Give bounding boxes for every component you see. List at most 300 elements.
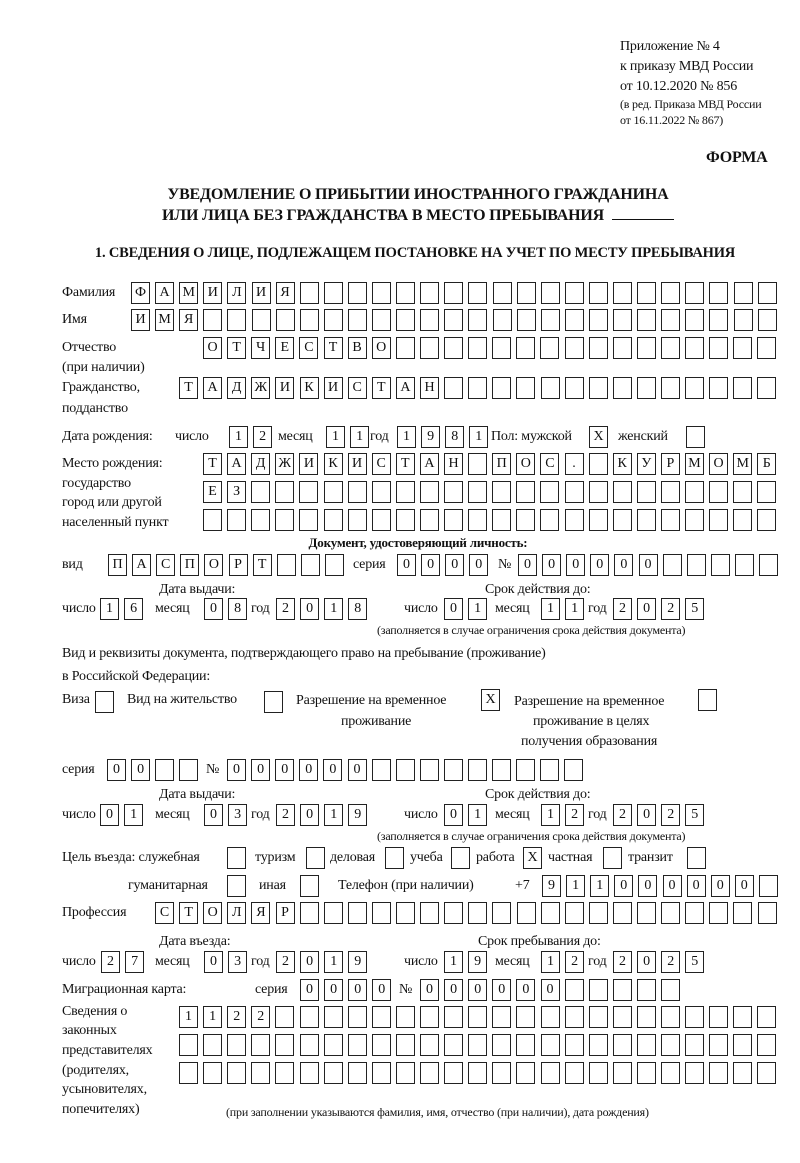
char-cell[interactable]: З [227, 481, 246, 503]
char-cell[interactable] [685, 377, 704, 399]
char-cell[interactable]: 0 [492, 979, 511, 1001]
char-cell[interactable] [468, 759, 487, 781]
char-cell[interactable]: М [155, 309, 174, 331]
char-cell[interactable]: А [420, 453, 439, 475]
char-cell[interactable] [589, 902, 608, 924]
char-cell[interactable]: И [131, 309, 150, 331]
char-cell[interactable] [468, 337, 487, 359]
char-cell[interactable]: 0 [542, 554, 561, 576]
char-cell[interactable]: 2 [276, 951, 295, 973]
char-cell[interactable] [420, 337, 439, 359]
char-cell[interactable]: Т [179, 377, 198, 399]
char-cell[interactable]: 0 [518, 554, 537, 576]
char-cell[interactable]: 3 [228, 951, 247, 973]
char-cell[interactable]: 2 [613, 951, 632, 973]
char-cell[interactable] [95, 691, 114, 713]
char-cell[interactable]: О [203, 902, 222, 924]
char-cell[interactable] [685, 902, 704, 924]
char-cell[interactable] [541, 1034, 560, 1056]
char-cell[interactable]: П [108, 554, 127, 576]
char-cell[interactable] [685, 282, 704, 304]
char-cell[interactable] [603, 847, 622, 869]
char-cell[interactable]: 2 [227, 1006, 246, 1028]
char-cell[interactable] [759, 554, 778, 576]
char-cell[interactable]: 1 [590, 875, 609, 897]
char-cell[interactable] [324, 1062, 343, 1084]
char-cell[interactable]: Т [372, 377, 391, 399]
char-cell[interactable] [661, 282, 680, 304]
char-cell[interactable] [565, 1006, 584, 1028]
char-cell[interactable]: 1 [444, 951, 463, 973]
char-cell[interactable]: 5 [685, 951, 704, 973]
char-cell[interactable]: М [685, 453, 704, 475]
char-cell[interactable]: У [637, 453, 656, 475]
char-cell[interactable]: 1 [541, 804, 560, 826]
char-cell[interactable] [759, 875, 778, 897]
char-cell[interactable]: К [613, 453, 632, 475]
char-cell[interactable]: 0 [324, 979, 343, 1001]
char-cell[interactable] [687, 554, 706, 576]
char-cell[interactable] [541, 377, 560, 399]
char-cell[interactable] [661, 1062, 680, 1084]
char-cell[interactable] [444, 902, 463, 924]
char-cell[interactable] [758, 282, 777, 304]
char-cell[interactable] [348, 282, 367, 304]
char-cell[interactable] [468, 481, 487, 503]
char-cell[interactable] [733, 377, 752, 399]
char-cell[interactable] [589, 282, 608, 304]
char-cell[interactable]: Т [396, 453, 415, 475]
char-cell[interactable] [251, 509, 270, 531]
char-cell[interactable]: Ж [251, 377, 270, 399]
char-cell[interactable] [589, 309, 608, 331]
char-cell[interactable] [516, 337, 535, 359]
char-cell[interactable] [565, 282, 584, 304]
char-cell[interactable]: 0 [663, 875, 682, 897]
char-cell[interactable] [709, 377, 728, 399]
char-cell[interactable] [565, 481, 584, 503]
char-cell[interactable] [541, 309, 560, 331]
char-cell[interactable] [661, 377, 680, 399]
char-cell[interactable] [324, 481, 343, 503]
char-cell[interactable] [516, 1034, 535, 1056]
char-cell[interactable]: Т [179, 902, 198, 924]
char-cell[interactable]: И [324, 377, 343, 399]
char-cell[interactable]: 1 [468, 804, 487, 826]
char-cell[interactable] [517, 282, 536, 304]
char-cell[interactable]: О [204, 554, 223, 576]
char-cell[interactable] [733, 1006, 752, 1028]
char-cell[interactable] [372, 759, 391, 781]
char-cell[interactable] [444, 309, 463, 331]
char-cell[interactable] [396, 1062, 415, 1084]
char-cell[interactable]: 2 [661, 951, 680, 973]
char-cell[interactable]: 2 [276, 598, 295, 620]
char-cell[interactable]: 0 [516, 979, 535, 1001]
char-cell[interactable] [685, 337, 704, 359]
char-cell[interactable] [613, 309, 632, 331]
char-cell[interactable]: И [275, 377, 294, 399]
char-cell[interactable]: 0 [614, 554, 633, 576]
char-cell[interactable]: М [179, 282, 198, 304]
char-cell[interactable] [709, 282, 728, 304]
char-cell[interactable]: Л [227, 902, 246, 924]
char-cell[interactable] [203, 309, 222, 331]
char-cell[interactable]: А [396, 377, 415, 399]
char-cell[interactable]: 1 [324, 598, 343, 620]
char-cell[interactable]: 0 [421, 554, 440, 576]
char-cell[interactable] [709, 309, 728, 331]
char-cell[interactable]: 0 [348, 759, 367, 781]
char-cell[interactable]: 2 [253, 426, 272, 448]
char-cell[interactable] [757, 509, 776, 531]
char-cell[interactable]: 6 [124, 598, 143, 620]
char-cell[interactable] [565, 377, 584, 399]
char-cell[interactable] [396, 481, 415, 503]
char-cell[interactable]: 0 [275, 759, 294, 781]
char-cell[interactable]: 1 [100, 598, 119, 620]
char-cell[interactable] [733, 337, 752, 359]
char-cell[interactable] [757, 337, 776, 359]
char-cell[interactable]: М [733, 453, 752, 475]
char-cell[interactable] [709, 1006, 728, 1028]
char-cell[interactable]: 1 [469, 426, 488, 448]
char-cell[interactable] [444, 337, 463, 359]
char-cell[interactable] [420, 902, 439, 924]
char-cell[interactable]: 1 [324, 804, 343, 826]
char-cell[interactable] [348, 1006, 367, 1028]
char-cell[interactable]: Ф [131, 282, 150, 304]
char-cell[interactable] [685, 309, 704, 331]
char-cell[interactable]: 0 [107, 759, 126, 781]
char-cell[interactable] [540, 337, 559, 359]
char-cell[interactable]: 0 [590, 554, 609, 576]
char-cell[interactable] [637, 979, 656, 1001]
char-cell[interactable] [517, 902, 536, 924]
char-cell[interactable] [492, 377, 511, 399]
char-cell[interactable] [227, 309, 246, 331]
char-cell[interactable] [396, 759, 415, 781]
char-cell[interactable] [468, 509, 487, 531]
char-cell[interactable] [179, 1034, 198, 1056]
char-cell[interactable] [637, 1062, 656, 1084]
char-cell[interactable] [757, 1006, 776, 1028]
char-cell[interactable] [420, 1034, 439, 1056]
char-cell[interactable] [613, 1062, 632, 1084]
char-cell[interactable] [661, 481, 680, 503]
char-cell[interactable]: 0 [300, 979, 319, 1001]
char-cell[interactable] [564, 759, 583, 781]
char-cell[interactable] [420, 481, 439, 503]
char-cell[interactable]: А [155, 282, 174, 304]
char-cell[interactable] [396, 282, 415, 304]
char-cell[interactable] [589, 377, 608, 399]
char-cell[interactable]: С [156, 554, 175, 576]
char-cell[interactable] [757, 1034, 776, 1056]
char-cell[interactable] [324, 282, 343, 304]
char-cell[interactable] [372, 509, 391, 531]
char-cell[interactable]: 1 [179, 1006, 198, 1028]
char-cell[interactable] [685, 1006, 704, 1028]
char-cell[interactable] [735, 554, 754, 576]
char-cell[interactable]: Р [661, 453, 680, 475]
char-cell[interactable] [565, 902, 584, 924]
char-cell[interactable]: Т [227, 337, 246, 359]
char-cell[interactable]: К [324, 453, 343, 475]
char-cell[interactable] [325, 554, 344, 576]
char-cell[interactable] [372, 309, 391, 331]
char-cell[interactable]: 1 [541, 598, 560, 620]
char-cell[interactable] [663, 554, 682, 576]
char-cell[interactable] [444, 282, 463, 304]
char-cell[interactable]: 2 [251, 1006, 270, 1028]
char-cell[interactable] [758, 309, 777, 331]
char-cell[interactable] [661, 902, 680, 924]
char-cell[interactable] [637, 1034, 656, 1056]
char-cell[interactable] [227, 875, 246, 897]
char-cell[interactable] [565, 1034, 584, 1056]
char-cell[interactable] [396, 309, 415, 331]
char-cell[interactable] [299, 509, 318, 531]
char-cell[interactable] [733, 509, 752, 531]
char-cell[interactable]: 0 [251, 759, 270, 781]
char-cell[interactable]: 0 [300, 951, 319, 973]
char-cell[interactable] [451, 847, 470, 869]
char-cell[interactable] [444, 759, 463, 781]
char-cell[interactable]: 7 [125, 951, 144, 973]
char-cell[interactable]: Т [203, 453, 222, 475]
char-cell[interactable]: Т [253, 554, 272, 576]
char-cell[interactable]: 0 [469, 554, 488, 576]
char-cell[interactable]: 9 [348, 804, 367, 826]
char-cell[interactable] [540, 759, 559, 781]
char-cell[interactable] [324, 509, 343, 531]
char-cell[interactable]: Ч [251, 337, 270, 359]
char-cell[interactable]: Я [179, 309, 198, 331]
char-cell[interactable]: 0 [204, 804, 223, 826]
char-cell[interactable] [251, 1062, 270, 1084]
char-cell[interactable] [492, 509, 511, 531]
char-cell[interactable] [324, 902, 343, 924]
char-cell[interactable]: Я [251, 902, 270, 924]
char-cell[interactable]: 0 [566, 554, 585, 576]
char-cell[interactable] [324, 309, 343, 331]
char-cell[interactable] [637, 309, 656, 331]
char-cell[interactable] [348, 309, 367, 331]
char-cell[interactable] [468, 1006, 487, 1028]
char-cell[interactable] [468, 902, 487, 924]
char-cell[interactable]: 0 [735, 875, 754, 897]
char-cell[interactable] [492, 1034, 511, 1056]
char-cell[interactable]: И [203, 282, 222, 304]
char-cell[interactable]: 8 [228, 598, 247, 620]
char-cell[interactable]: 0 [348, 979, 367, 1001]
char-cell[interactable] [589, 1062, 608, 1084]
char-cell[interactable] [300, 1034, 319, 1056]
char-cell[interactable] [277, 554, 296, 576]
char-cell[interactable]: 2 [565, 951, 584, 973]
char-cell[interactable] [516, 377, 535, 399]
char-cell[interactable] [444, 1006, 463, 1028]
char-cell[interactable]: А [132, 554, 151, 576]
char-cell[interactable]: 0 [323, 759, 342, 781]
char-cell[interactable] [306, 847, 325, 869]
char-cell[interactable] [492, 1006, 511, 1028]
char-cell[interactable] [758, 902, 777, 924]
char-cell[interactable]: 0 [639, 554, 658, 576]
char-cell[interactable] [565, 337, 584, 359]
char-cell[interactable]: 0 [444, 979, 463, 1001]
char-cell[interactable] [613, 979, 632, 1001]
char-cell[interactable] [420, 509, 439, 531]
char-cell[interactable] [589, 509, 608, 531]
char-cell[interactable]: 0 [204, 951, 223, 973]
char-cell[interactable] [637, 509, 656, 531]
char-cell[interactable]: Д [251, 453, 270, 475]
char-cell[interactable] [733, 902, 752, 924]
char-cell[interactable] [324, 1006, 343, 1028]
char-cell[interactable] [589, 1034, 608, 1056]
char-cell[interactable]: 2 [661, 598, 680, 620]
char-cell[interactable] [372, 1006, 391, 1028]
char-cell[interactable] [493, 309, 512, 331]
char-cell[interactable] [565, 1062, 584, 1084]
char-cell[interactable] [757, 1062, 776, 1084]
char-cell[interactable]: С [299, 337, 318, 359]
char-cell[interactable] [227, 1062, 246, 1084]
char-cell[interactable]: 0 [687, 875, 706, 897]
char-cell[interactable]: 9 [348, 951, 367, 973]
char-cell[interactable]: А [227, 453, 246, 475]
char-cell[interactable] [227, 1034, 246, 1056]
char-cell[interactable]: Р [276, 902, 295, 924]
char-cell[interactable] [468, 453, 487, 475]
char-cell[interactable] [709, 1034, 728, 1056]
char-cell[interactable] [661, 1034, 680, 1056]
char-cell[interactable]: П [180, 554, 199, 576]
char-cell[interactable]: О [516, 453, 535, 475]
char-cell[interactable] [301, 554, 320, 576]
char-cell[interactable] [155, 759, 174, 781]
char-cell[interactable]: К [300, 377, 319, 399]
char-cell[interactable] [589, 1006, 608, 1028]
char-cell[interactable] [565, 509, 584, 531]
char-cell[interactable] [733, 1062, 752, 1084]
char-cell[interactable] [516, 1062, 535, 1084]
char-cell[interactable] [637, 902, 656, 924]
char-cell[interactable] [541, 1006, 560, 1028]
char-cell[interactable]: 1 [124, 804, 143, 826]
char-cell[interactable]: 9 [421, 426, 440, 448]
char-cell[interactable]: Л [227, 282, 246, 304]
char-cell[interactable] [517, 309, 536, 331]
char-cell[interactable]: X [481, 689, 500, 711]
char-cell[interactable] [516, 759, 535, 781]
char-cell[interactable] [492, 759, 511, 781]
char-cell[interactable] [251, 1034, 270, 1056]
char-cell[interactable]: Т [324, 337, 343, 359]
char-cell[interactable] [492, 337, 511, 359]
char-cell[interactable]: А [203, 377, 222, 399]
char-cell[interactable]: Р [229, 554, 248, 576]
char-cell[interactable] [203, 509, 222, 531]
char-cell[interactable] [637, 282, 656, 304]
char-cell[interactable] [468, 377, 487, 399]
char-cell[interactable]: 1 [350, 426, 369, 448]
char-cell[interactable] [540, 481, 559, 503]
char-cell[interactable] [589, 337, 608, 359]
char-cell[interactable]: 0 [300, 804, 319, 826]
char-cell[interactable] [179, 759, 198, 781]
char-cell[interactable]: Б [757, 453, 776, 475]
char-cell[interactable] [613, 282, 632, 304]
char-cell[interactable] [396, 509, 415, 531]
char-cell[interactable]: 0 [397, 554, 416, 576]
char-cell[interactable] [661, 337, 680, 359]
char-cell[interactable] [733, 1034, 752, 1056]
char-cell[interactable]: 2 [101, 951, 120, 973]
char-cell[interactable] [372, 282, 391, 304]
char-cell[interactable]: В [348, 337, 367, 359]
char-cell[interactable] [275, 481, 294, 503]
char-cell[interactable] [661, 1006, 680, 1028]
char-cell[interactable] [492, 902, 511, 924]
char-cell[interactable]: 1 [229, 426, 248, 448]
char-cell[interactable] [613, 481, 632, 503]
char-cell[interactable] [698, 689, 717, 711]
char-cell[interactable] [468, 282, 487, 304]
char-cell[interactable]: 2 [661, 804, 680, 826]
char-cell[interactable]: 0 [637, 951, 656, 973]
char-cell[interactable]: 0 [444, 598, 463, 620]
char-cell[interactable] [372, 481, 391, 503]
char-cell[interactable] [661, 309, 680, 331]
char-cell[interactable] [687, 847, 706, 869]
char-cell[interactable]: Ж [275, 453, 294, 475]
char-cell[interactable] [275, 1034, 294, 1056]
char-cell[interactable]: 2 [276, 804, 295, 826]
char-cell[interactable] [348, 1034, 367, 1056]
char-cell[interactable]: 0 [637, 804, 656, 826]
char-cell[interactable]: 0 [445, 554, 464, 576]
char-cell[interactable] [757, 377, 776, 399]
char-cell[interactable] [275, 509, 294, 531]
char-cell[interactable] [711, 554, 730, 576]
char-cell[interactable]: 0 [711, 875, 730, 897]
char-cell[interactable] [734, 282, 753, 304]
char-cell[interactable]: 0 [100, 804, 119, 826]
char-cell[interactable]: 0 [300, 598, 319, 620]
char-cell[interactable] [589, 979, 608, 1001]
char-cell[interactable]: 0 [468, 979, 487, 1001]
char-cell[interactable]: 0 [638, 875, 657, 897]
char-cell[interactable] [637, 337, 656, 359]
char-cell[interactable] [300, 875, 319, 897]
char-cell[interactable] [492, 481, 511, 503]
char-cell[interactable] [396, 337, 415, 359]
char-cell[interactable] [613, 1006, 632, 1028]
char-cell[interactable]: 1 [541, 951, 560, 973]
char-cell[interactable]: Д [227, 377, 246, 399]
char-cell[interactable]: 9 [468, 951, 487, 973]
char-cell[interactable]: 2 [565, 804, 584, 826]
char-cell[interactable] [468, 1034, 487, 1056]
char-cell[interactable] [396, 1006, 415, 1028]
char-cell[interactable] [637, 1006, 656, 1028]
char-cell[interactable]: И [299, 453, 318, 475]
char-cell[interactable] [300, 1062, 319, 1084]
char-cell[interactable]: Н [444, 453, 463, 475]
